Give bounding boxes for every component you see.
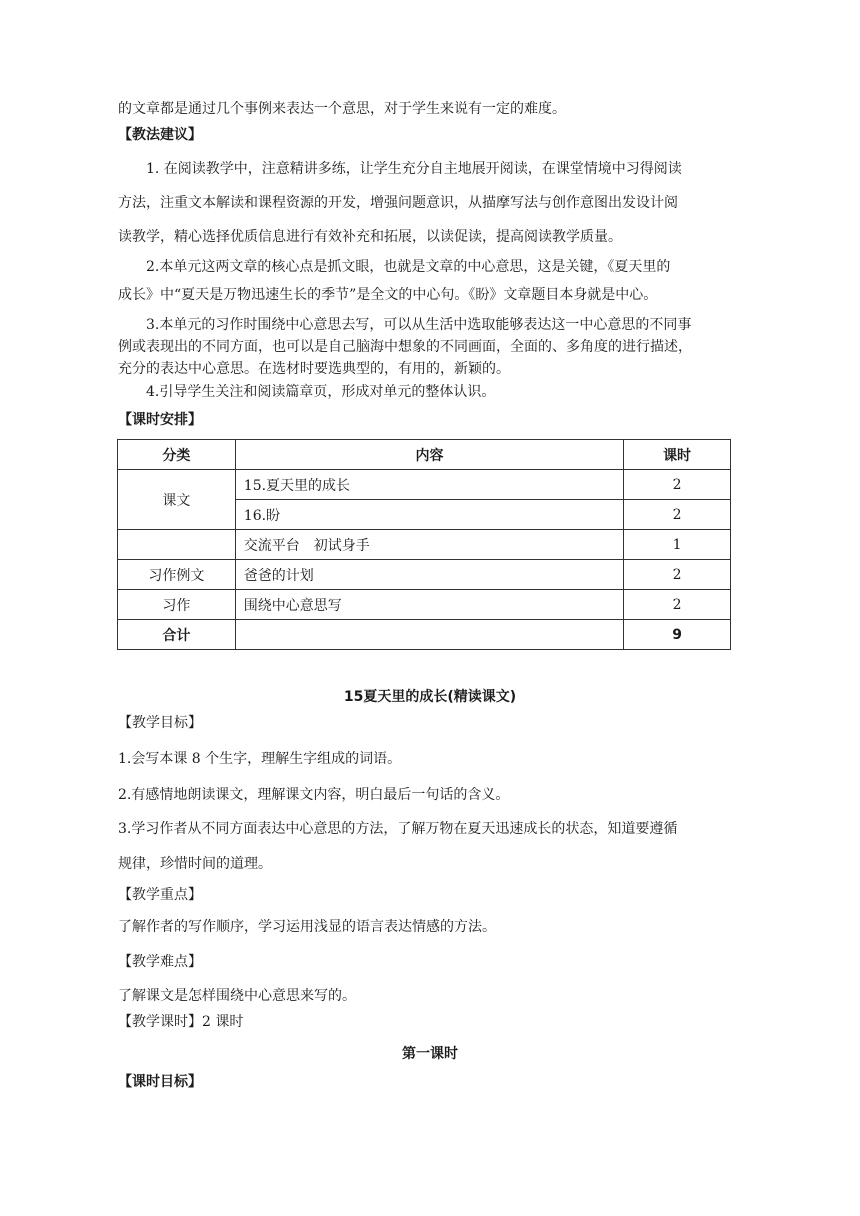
lesson-title: 15夏天里的成长(精读课文) [343,689,517,705]
hours-cell: 2 [624,590,731,620]
content-cell: 交流平台 初试身手 [235,530,623,560]
category-cell: 课文 [118,470,236,530]
content-cell: 15.夏天里的成长 [235,470,623,500]
total-content [235,620,623,650]
category-cell: 习作例文 [118,560,236,590]
advice-p4-line1: 4.引导学生关注和阅读篇章页，形成对单元的整体认识。 [146,384,496,400]
goal-3-line2: 规律，珍惜时间的道理。 [118,856,272,872]
class-hours [118,1013,243,1031]
goals-heading: 【教学目标】 [118,715,202,731]
advice-p3-line3: 充分的表达中心意思。在选材时要选典型的，有用的，新颖的。 [118,361,510,377]
intro-line: 的文章都是通过几个事例来表达一个意思，对于学生来说有一定的难度。 [118,101,566,117]
advice-p1-line1: 1. 在阅读教学中，注意精讲多练，让学生充分自主地展开阅读，在课堂情境中习得阅读 [146,161,682,177]
key-points-text: 了解作者的写作顺序，学习运用浅显的语言表达情感的方法。 [118,919,496,935]
advice-p1-line3: 读教学，精心选择优质信息进行有效补充和拓展，以读促读，提高阅读教学质量。 [118,229,622,245]
header-content: 内容 [235,440,623,470]
advice-p2-line1: 2.本单元这两文章的核心点是抓文眼，也就是文章的中心意思，这是关键，《夏天里的 [146,259,671,275]
goal-1: 1.会写本课 8 个生字，理解生字组成的词语。 [118,751,402,767]
schedule-table [117,439,731,650]
advice-p2-line2: 成长》中“夏天是万物迅速生长的季节”是全文的中心句。《盼》文章题目本身就是中心。 [118,287,658,303]
difficulty-text: 了解课文是怎样围绕中心意思来写的。 [118,988,356,1004]
total-label: 合计 [118,620,236,650]
period-goals-heading: 【课时目标】 [118,1074,202,1090]
content-cell: 爸爸的计划 [235,560,623,590]
goal-3-line1: 3.学习作者从不同方面表达中心意思的方法，了解万物在夏天迅速成长的状态，知道要遵循 [118,821,678,837]
key-points-heading: 【教学重点】 [118,887,202,903]
content-cell: 16.盼 [235,500,623,530]
header-category: 分类 [118,440,236,470]
advice-p1-line2: 方法，注重文本解读和课程资源的开发，增强问题意识，从描摩写法与创作意图出发设计阅 [118,195,678,211]
hours-cell: 2 [624,470,731,500]
table-total-row [118,620,731,650]
goal-2: 2.有感情地朗读课文，理解课文内容，明白最后一句话的含义。 [118,787,510,803]
header-hours: 课时 [624,440,731,470]
hours-cell: 1 [624,530,731,560]
table-row [118,590,731,620]
advice-p3-line2: 例或表现出的不同方面，也可以是自己脑海中想象的不同画面，全面的、多角度的进行描述， [118,339,692,355]
class-hours-label: 【教学课时】 [118,1014,202,1030]
hours-cell: 2 [624,560,731,590]
category-cell [118,530,236,560]
content-cell: 围绕中心意思写 [235,590,623,620]
class-hours-value: 2 课时 [202,1014,244,1030]
table-header-row [118,440,731,470]
category-cell: 习作 [118,590,236,620]
table-row [118,470,731,500]
teaching-advice-heading: 【教法建议】 [118,127,202,143]
table-row [118,530,731,560]
schedule-heading: 【课时安排】 [118,412,202,428]
advice-p3-line1: 3.本单元的习作时围绕中心意思去写，可以从生活中选取能够表达这一中心意思的不同事 [146,317,692,333]
first-period-title: 第一课时 [402,1046,458,1062]
table-row [118,560,731,590]
hours-cell: 2 [624,500,731,530]
total-hours: 9 [624,620,731,650]
difficulty-heading: 【教学难点】 [118,954,202,970]
